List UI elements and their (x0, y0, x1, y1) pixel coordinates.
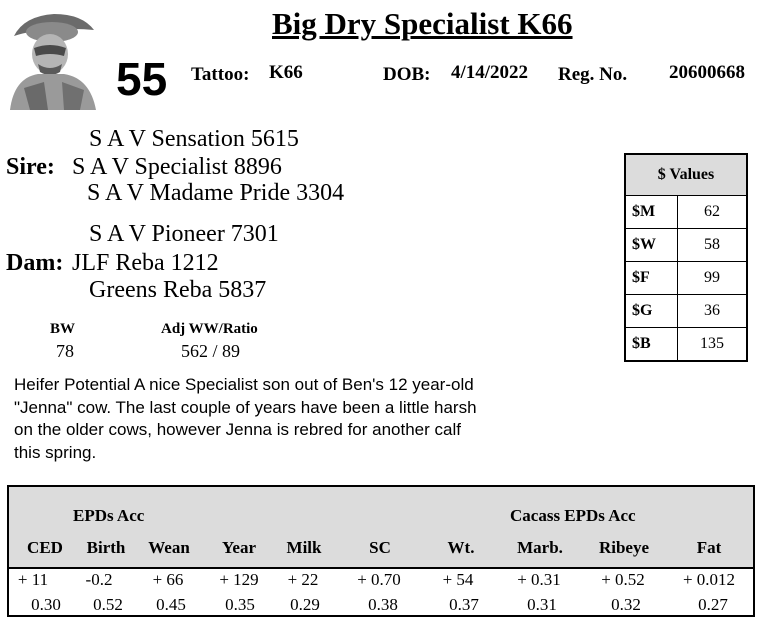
dollar-values-table (624, 153, 748, 362)
epd-value: + 0.012 (682, 570, 736, 589)
acc-value: 0.32 (611, 595, 641, 614)
dollar-key: $M (625, 196, 678, 229)
epd-value: + 0.31 (517, 570, 561, 589)
epd-col-header: Fat (696, 538, 722, 557)
acc-value: 0.52 (93, 595, 123, 614)
dollar-key: $W (625, 228, 678, 261)
epd-col-header: Wean (148, 538, 190, 557)
dollar-values-header: $ Values (625, 154, 747, 196)
dam-granddam: Greens Reba 5837 (89, 277, 267, 303)
reg-value: 20600668 (669, 62, 745, 83)
acc-value: 0.38 (368, 595, 398, 614)
acc-value: 0.35 (225, 595, 255, 614)
epd-col-header: Wt. (447, 538, 475, 557)
epd-value: + 0.52 (601, 570, 645, 589)
cowboy-logo-image (4, 8, 102, 110)
dollar-key: $B (625, 327, 678, 361)
epd-value: + 22 (287, 570, 319, 589)
lot-notes: Heifer Potential A nice Specialist son out of Ben's 12 year-old "Jenna" cow. The last couple of years have been a little harsh on the older cows, however Jenna is rebred for another calf this spring. (14, 375, 477, 462)
carcass-group-label: Cacass EPDs Acc (510, 506, 636, 525)
epd-col-header: SC (369, 538, 391, 557)
dollar-key: $F (625, 261, 678, 294)
animal-title: Big Dry Specialist K66 (272, 6, 573, 41)
ww-value: 562 / 89 (181, 341, 241, 361)
dollar-value: 58 (678, 228, 748, 261)
table-row (625, 327, 747, 361)
epd-table (7, 485, 755, 617)
epd-value: -0.2 (85, 570, 113, 589)
dob-label: DOB: (383, 64, 431, 85)
dollar-value: 135 (678, 327, 748, 361)
sire-grandsire: S A V Sensation 5615 (89, 126, 299, 152)
dollar-value: 99 (678, 261, 748, 294)
bw-label: BW (50, 321, 76, 337)
epd-col-header: Ribeye (598, 538, 650, 557)
ww-label: Adj WW/Ratio (161, 321, 258, 337)
table-row (625, 228, 747, 261)
lot-number: 55 (116, 53, 168, 105)
acc-value: 0.29 (290, 595, 320, 614)
dollar-key: $G (625, 294, 678, 327)
dollar-value: 62 (678, 196, 748, 229)
dollar-value: 36 (678, 294, 748, 327)
epd-col-header: Year (222, 538, 256, 557)
epd-col-header: Milk (286, 538, 322, 557)
epd-col-header: CED (27, 538, 63, 557)
table-row (625, 261, 747, 294)
table-row (625, 294, 747, 327)
epd-col-header: Marb. (517, 538, 563, 557)
dam-name: JLF Reba 1212 (72, 250, 219, 276)
acc-value: 0.27 (698, 595, 728, 614)
table-row (625, 196, 747, 229)
sire-label: Sire: (6, 154, 55, 180)
epd-value: + 0.70 (357, 570, 401, 589)
acc-value: 0.45 (156, 595, 186, 614)
tattoo-label: Tattoo: (191, 64, 250, 85)
epd-value: + 129 (219, 570, 259, 589)
epd-header (9, 487, 753, 569)
epd-group-label: EPDs Acc (73, 506, 145, 525)
sire-granddam: S A V Madame Pride 3304 (87, 180, 345, 206)
dob-value: 4/14/2022 (451, 62, 529, 83)
epd-value: + 54 (442, 570, 474, 589)
epd-col-header: Birth (86, 538, 126, 557)
epd-value: + 11 (17, 570, 49, 589)
epd-value: + 66 (152, 570, 184, 589)
reg-label: Reg. No. (558, 64, 628, 85)
acc-value: 0.30 (31, 595, 61, 614)
bw-value: 78 (56, 341, 74, 361)
tattoo-value: K66 (269, 62, 303, 83)
acc-value: 0.31 (527, 595, 557, 614)
sire-name: S A V Specialist 8896 (72, 154, 282, 180)
dam-grandsire: S A V Pioneer 7301 (89, 221, 279, 247)
dam-label: Dam: (6, 250, 64, 276)
acc-value: 0.37 (449, 595, 479, 614)
